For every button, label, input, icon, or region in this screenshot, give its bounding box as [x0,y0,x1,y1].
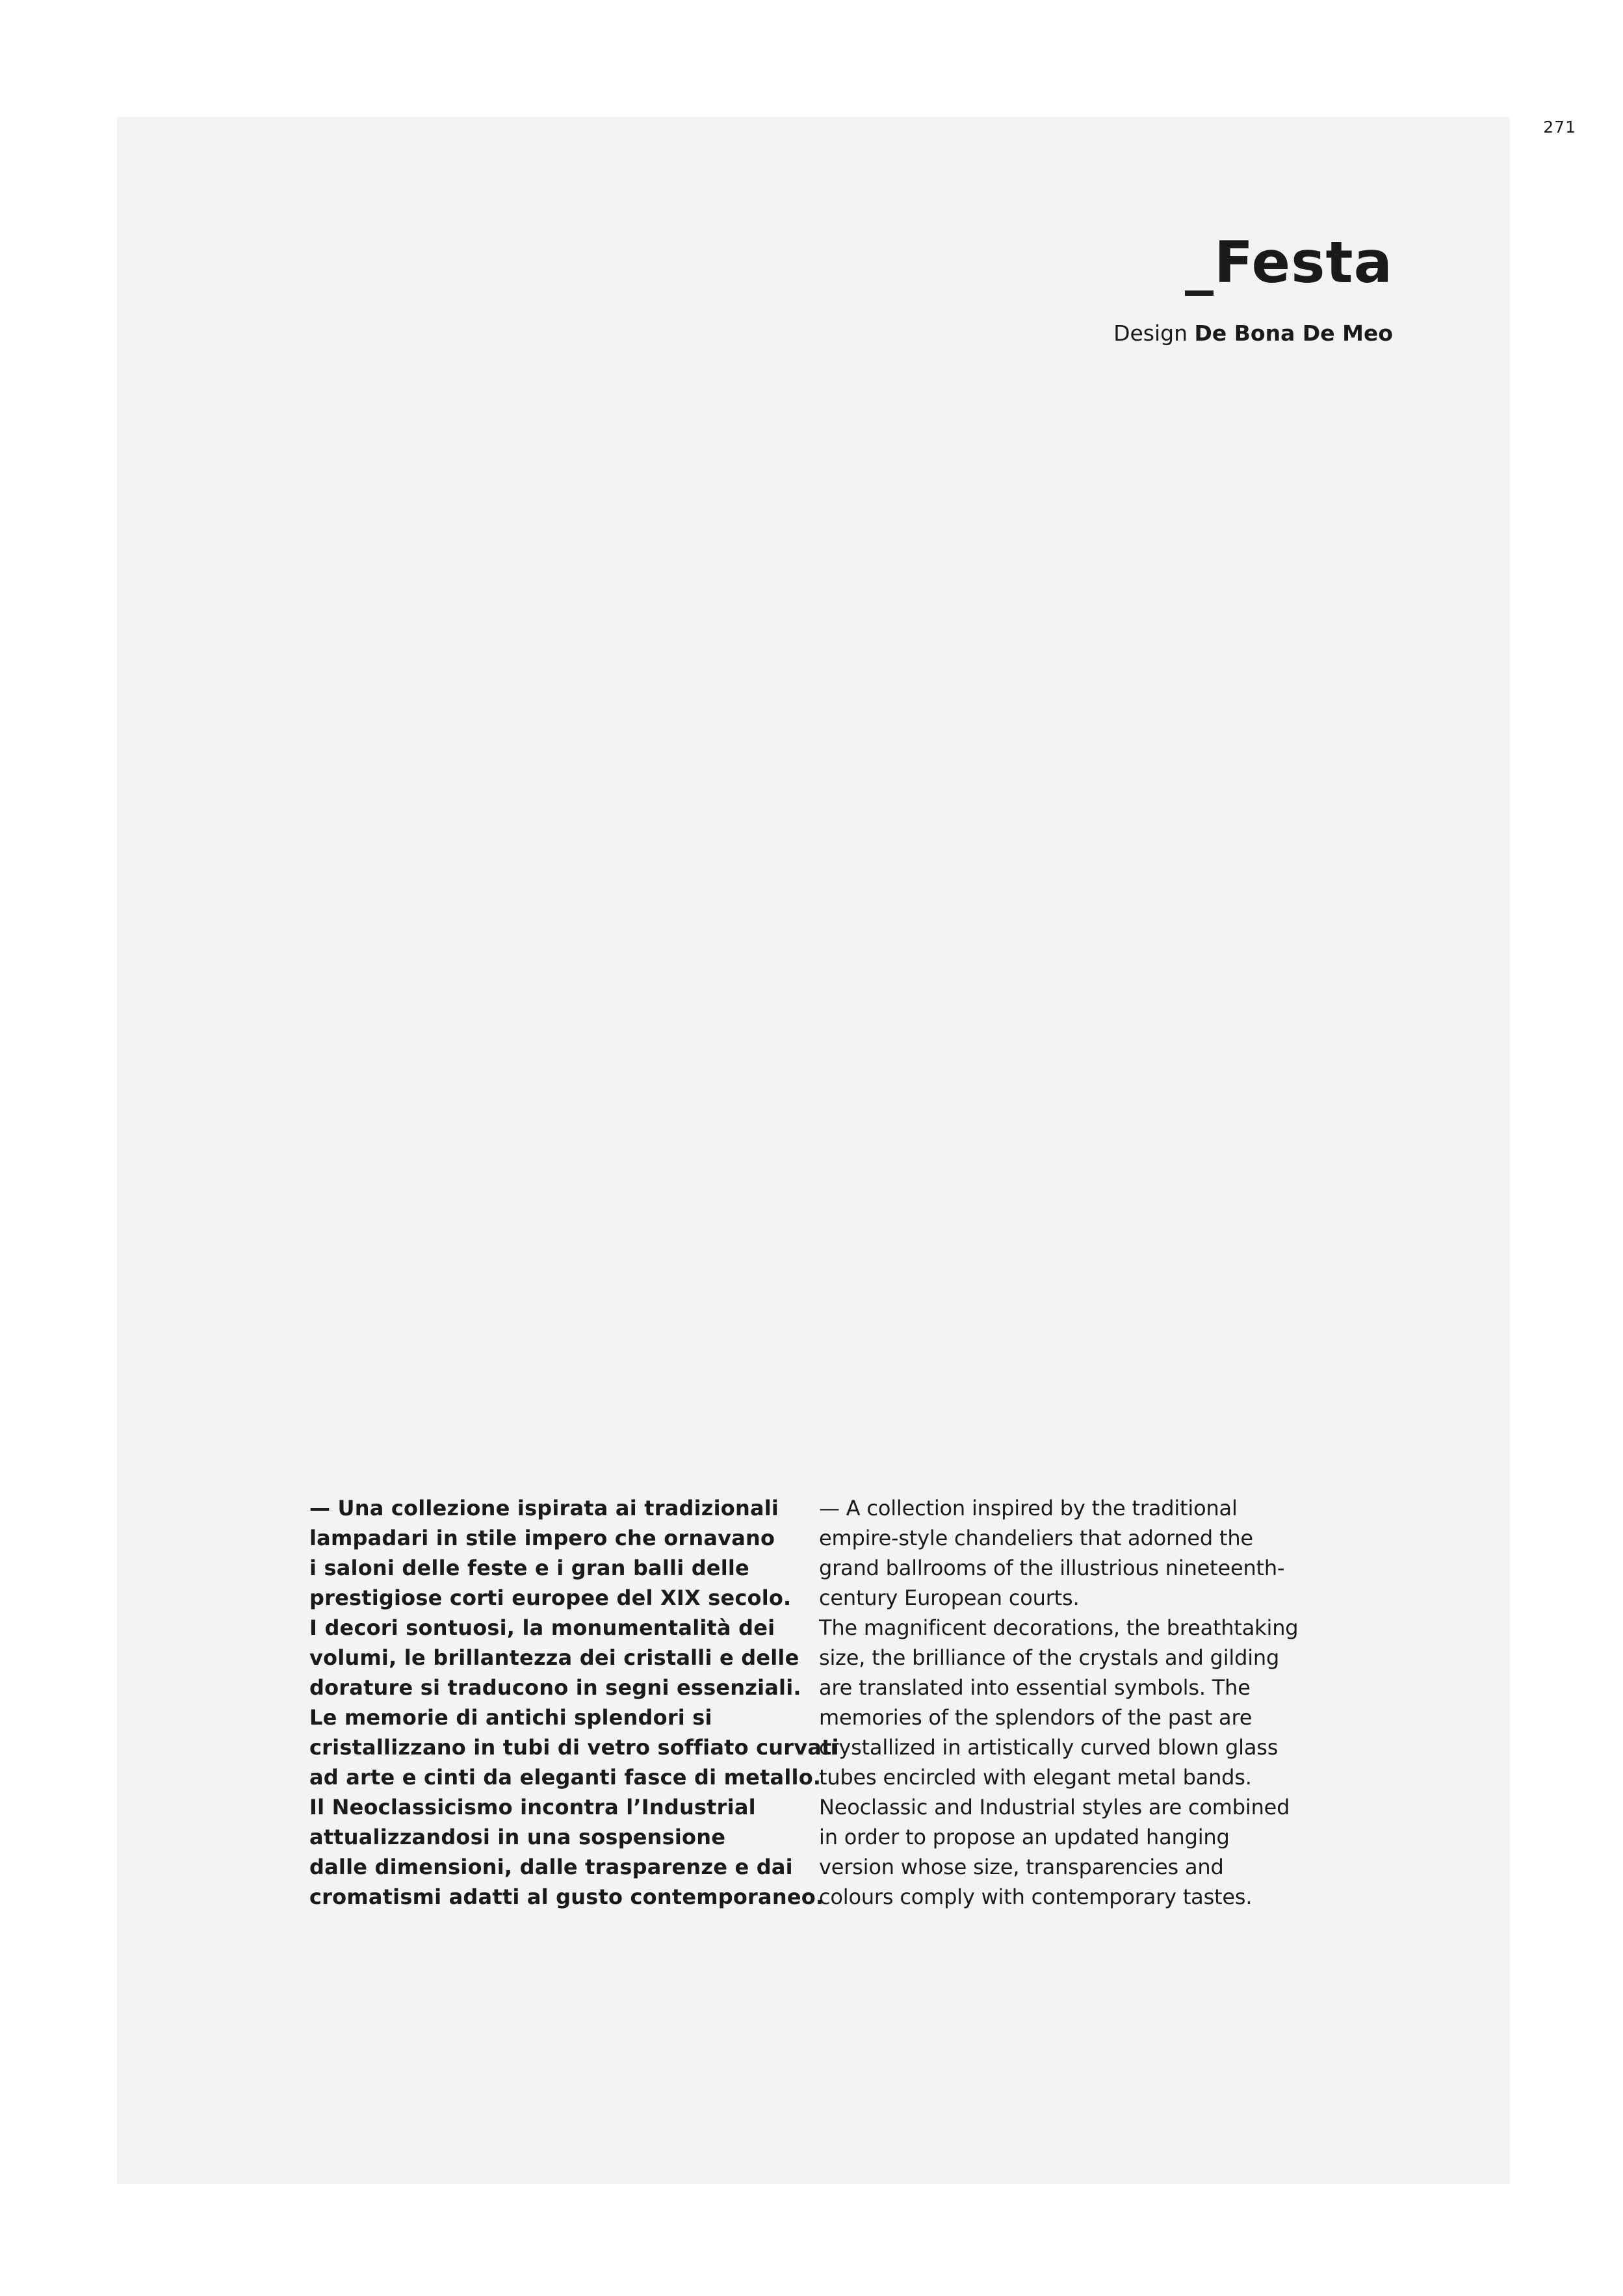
italian-line: ad arte e cinti da eleganti fasce di metallo. [309,1765,822,1790]
english-line: — A collection inspired by the traditional [819,1496,1238,1520]
english-line: in order to propose an updated hanging [819,1825,1230,1849]
designer-name: De Bona De Meo [1194,320,1393,346]
english-line: colours comply with contemporary tastes. [819,1885,1253,1909]
italian-line: prestigiose corti europee del XIX secolo. [309,1585,792,1610]
english-line: empire-style chandeliers that adorned the [819,1526,1253,1550]
english-line: The magnificent decorations, the breathtaking [819,1615,1299,1640]
english-line: century European courts. [819,1585,1080,1610]
italian-line: volumi, le brillantezza dei cristalli e delle [309,1645,799,1670]
designer-prefix: Design [1113,320,1188,346]
english-line: tubes encircled with elegant metal bands. [819,1765,1252,1790]
italian-line: cromatismi adatti al gusto contemporaneo. [309,1885,824,1909]
italian-line: Le memorie di antichi splendori si [309,1705,712,1730]
english-line: size, the brilliance of the crystals and gilding [819,1645,1280,1670]
italian-line: Il Neoclassicismo incontra l’Industrial [309,1795,756,1820]
english-line: version whose size, transparencies and [819,1855,1224,1879]
english-line: crystallized in artistically curved blown glass [819,1735,1279,1760]
english-line: memories of the splendors of the past are [819,1705,1253,1730]
italian-line: I decori sontuosi, la monumentalità dei [309,1615,775,1640]
italian-description [309,1493,839,1912]
english-description [819,1493,1298,1912]
italian-line: cristallizzano in tubi di vetro soffiato curvati [309,1735,839,1760]
italian-line: lampadari in stile impero che ornavano [309,1526,775,1550]
italian-line: dalle dimensioni, dalle trasparenze e dai [309,1855,793,1879]
collection-title: _Festa [1184,229,1393,296]
english-line: are translated into essential symbols. The [819,1675,1251,1700]
page-number: 271 [1543,118,1576,137]
english-line: Neoclassic and Industrial styles are combined [819,1795,1290,1820]
italian-line: dorature si traducono in segni essenziali. [309,1675,801,1700]
english-line: grand ballrooms of the illustrious nineteenth- [819,1556,1285,1580]
italian-line: — Una collezione ispirata ai tradizionali [309,1496,779,1520]
italian-line: attualizzandosi in una sospensione [309,1825,726,1849]
italian-line: i saloni delle feste e i gran balli delle [309,1556,749,1580]
designer-credit [1113,322,1393,344]
